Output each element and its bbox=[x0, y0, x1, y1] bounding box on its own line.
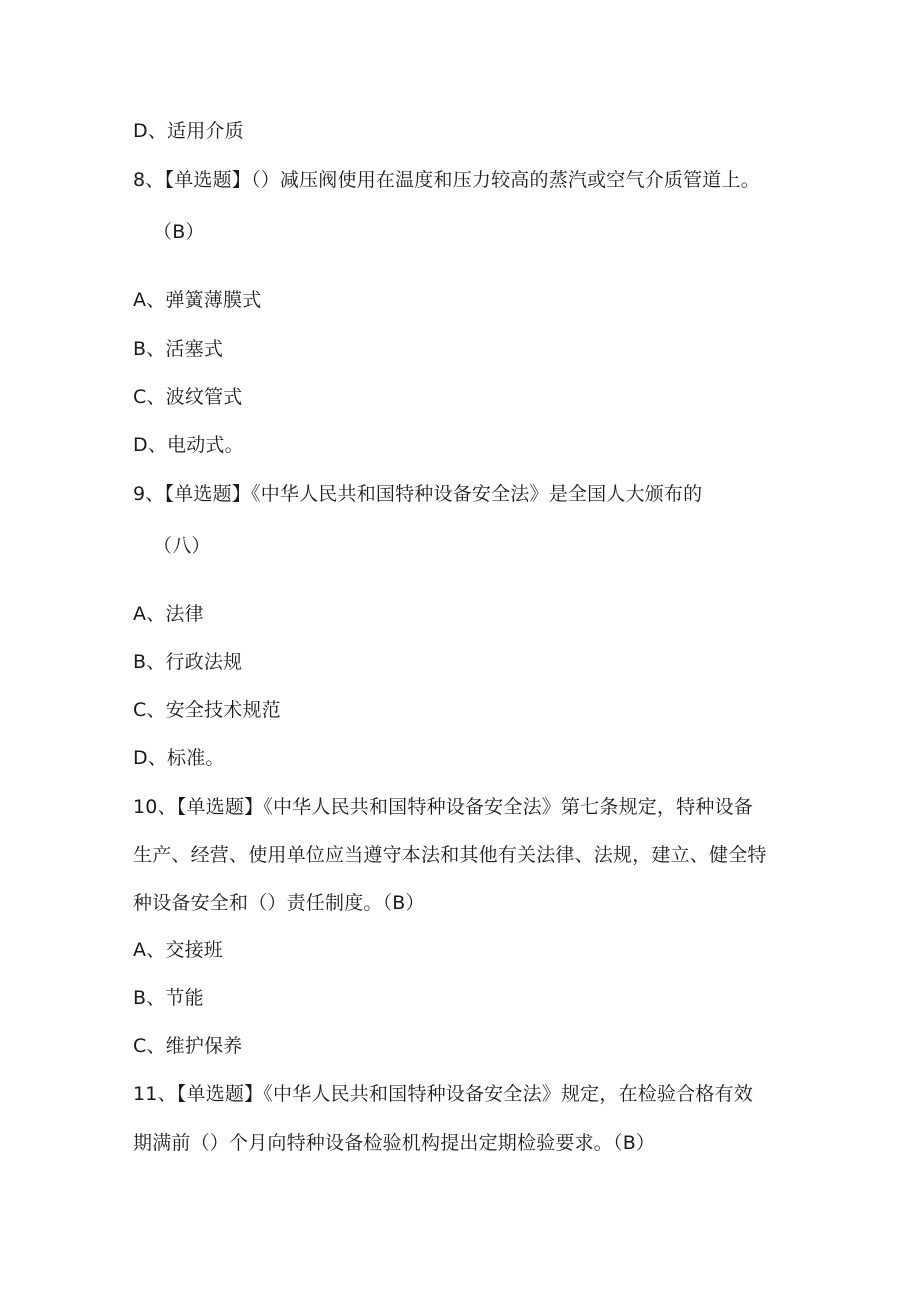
q8-option-c: C、波纹管式 bbox=[133, 386, 243, 408]
q10-option-a: A、交接班 bbox=[133, 939, 223, 961]
q9-option-d: D、标准。 bbox=[133, 747, 225, 769]
q9-option-c: C、安全技术规范 bbox=[133, 699, 281, 721]
q11-question-line2: 期满前（）个月向特种设备检验机构提出定期检验要求。（B） bbox=[133, 1132, 656, 1154]
q8-option-b: B、活塞式 bbox=[133, 338, 224, 360]
q8-option-d: D、电动式。 bbox=[133, 434, 244, 456]
q9-option-b: B、行政法规 bbox=[133, 651, 243, 673]
q7-option-d: D、适用介质 bbox=[133, 120, 244, 142]
q10-option-b: B、节能 bbox=[133, 987, 204, 1009]
q10-question-line3: 种设备安全和（）责任制度。（B） bbox=[133, 892, 425, 914]
q10-option-c: C、维护保养 bbox=[133, 1035, 243, 1057]
q8-option-a: A、弹簧薄膜式 bbox=[133, 289, 262, 311]
q9-answer: （八） bbox=[153, 535, 211, 557]
q9-question: 9、【单选题】《中华人民共和国特种设备安全法》是全国人大颁布的 bbox=[133, 483, 703, 505]
q8-answer: （B） bbox=[153, 221, 205, 243]
q8-question: 8、【单选题】（）减压阀使用在温度和压力较高的蒸汽或空气介质管道上。 bbox=[133, 169, 760, 191]
q10-question-line1: 10、【单选题】《中华人民共和国特种设备安全法》第七条规定，特种设备 bbox=[133, 796, 753, 818]
q10-question-line2: 生产、经营、使用单位应当遵守本法和其他有关法律、法规，建立、健全特 bbox=[133, 844, 767, 866]
q9-option-a: A、法律 bbox=[133, 603, 204, 625]
q11-question-line1: 11、【单选题】《中华人民共和国特种设备安全法》规定，在检验合格有效 bbox=[133, 1083, 753, 1105]
